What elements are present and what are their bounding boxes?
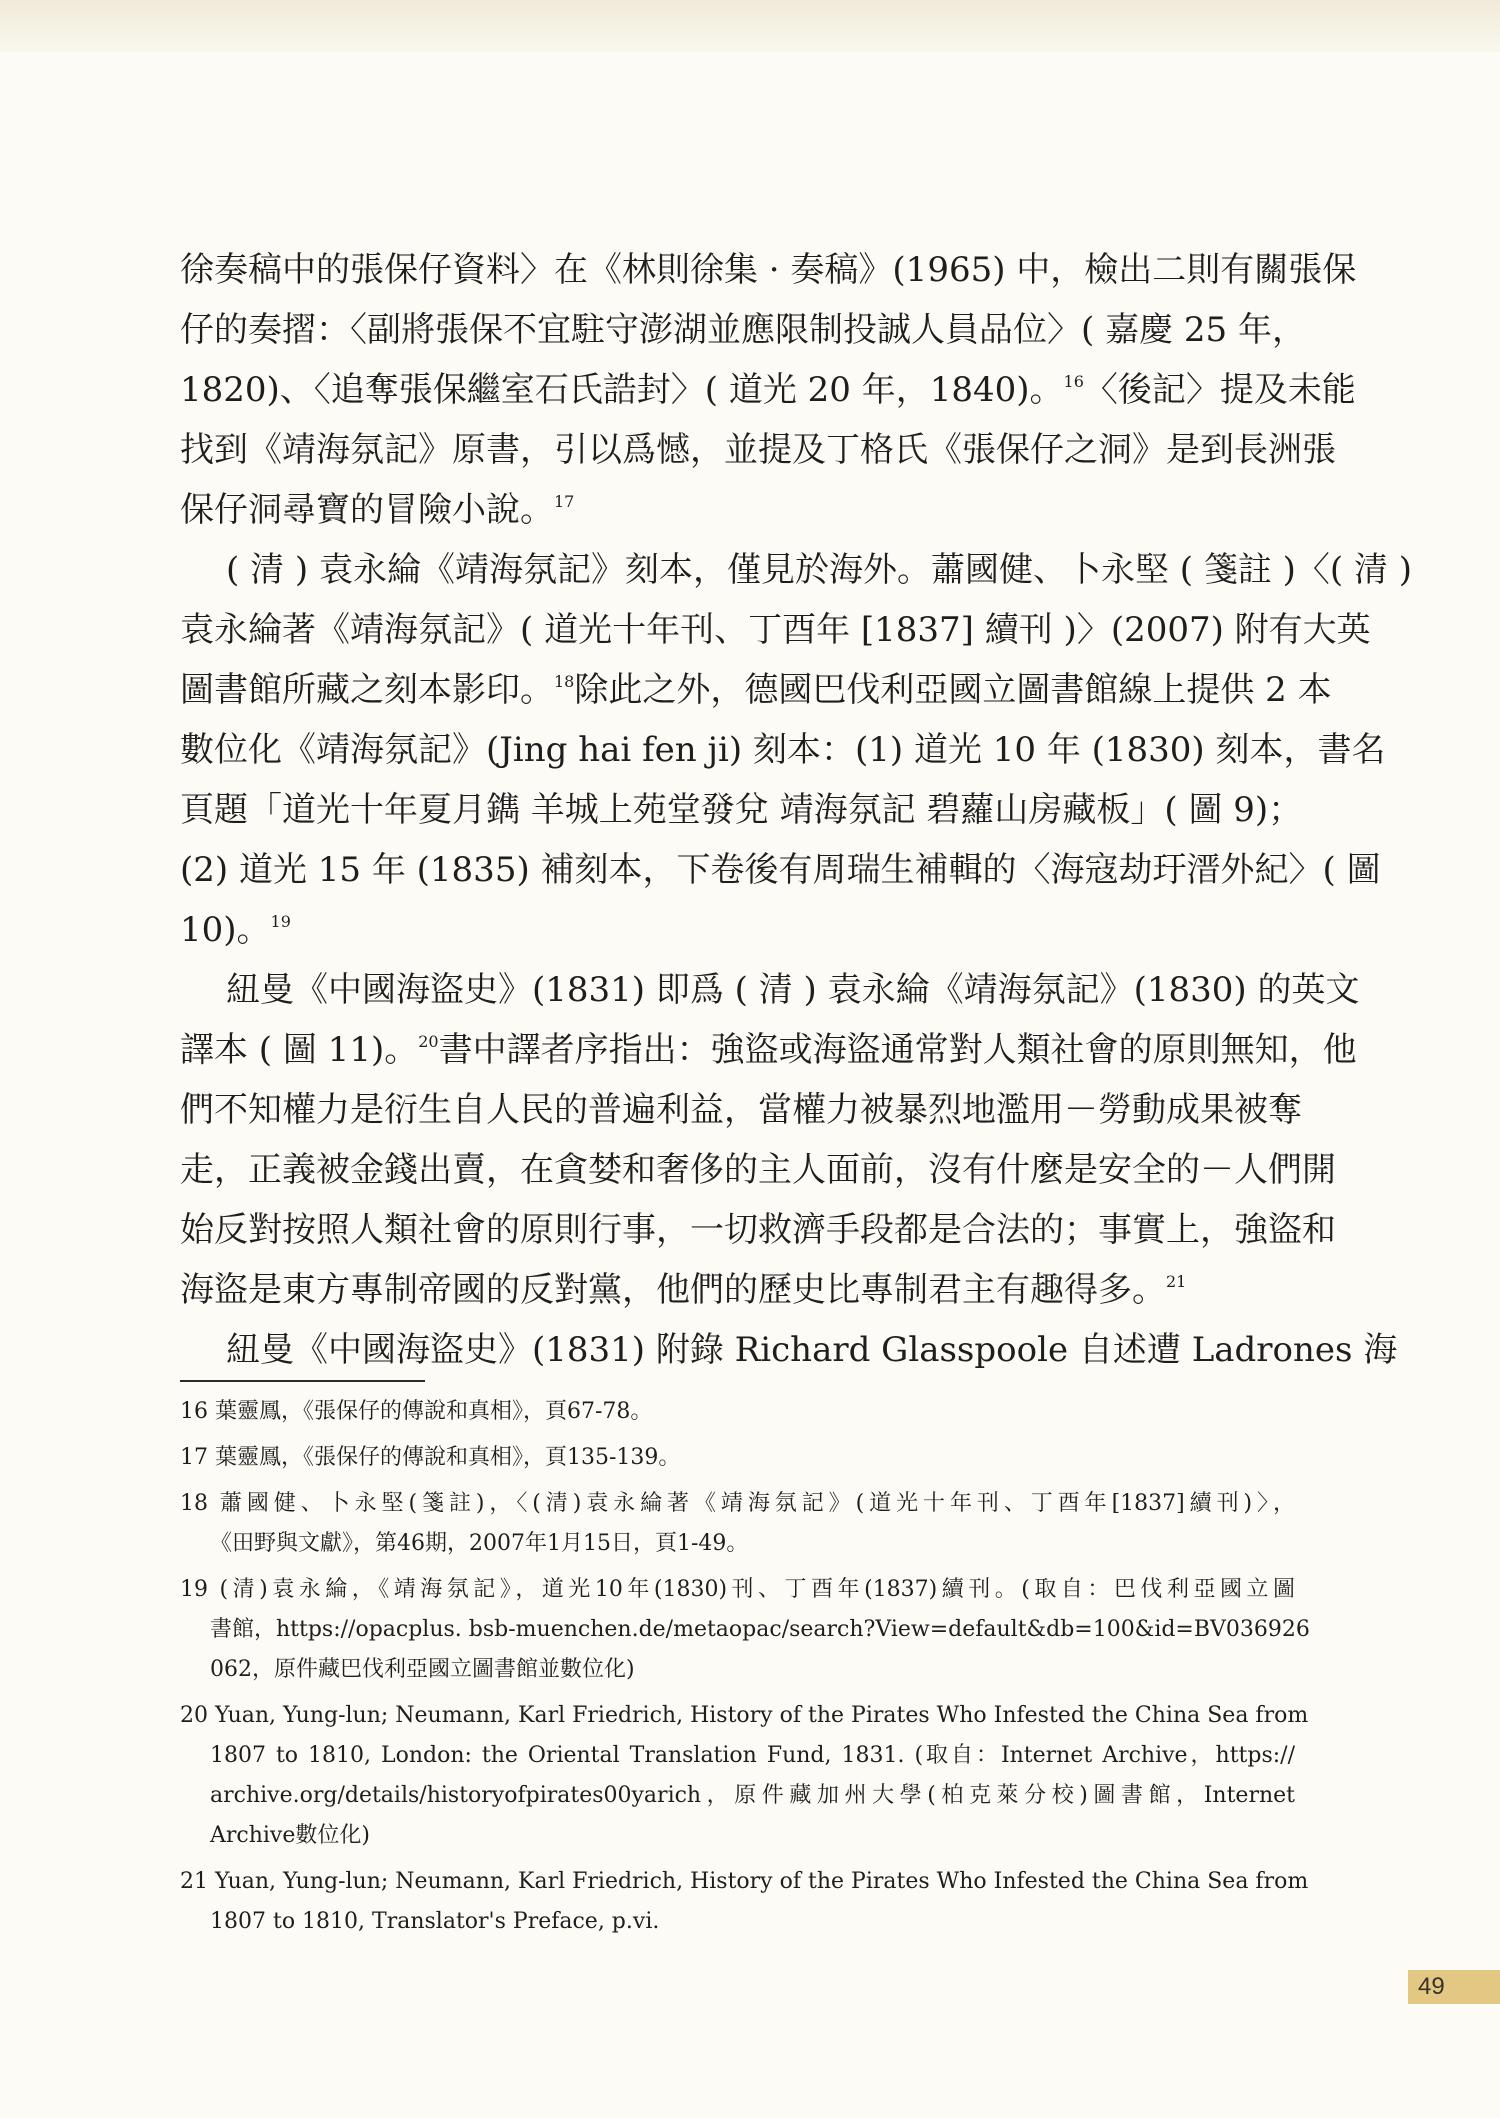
footnote-url-line[interactable]: archive.org/details/historyofpirates00yarich，原件藏加州大學(柏克萊分校)圖書館，Internet xyxy=(210,1783,1295,1808)
body-line: (2) 道光 15 年 (1835) 補刻本，下卷後有周瑞生補輯的〈海寇劫玗溍外紀〉( 圖 xyxy=(180,850,1381,890)
body-line: 海盜是東方專制帝國的反對黨，他們的歷史比專制君主有趣得多。$^{21}$ xyxy=(180,1270,1187,1310)
top-scan-band xyxy=(0,0,1500,52)
footnote-line: 16 葉靈鳳，《張保仔的傳說和真相》，頁67-78。 xyxy=(180,1399,653,1424)
body-line: 頁題「道光十年夏月鐫 羊城上苑堂發兌 靖海氛記 碧蘿山房藏板」( 圖 9)； xyxy=(180,790,1303,830)
footnote-ref[interactable]: 20 xyxy=(418,1032,439,1051)
footnote-line: 20 Yuan, Yung-lun; Neumann, Karl Friedrich, History of the Pirates Who Infested the China Sea from xyxy=(180,1703,1309,1728)
body-line: 們不知權力是衍生自人民的普遍利益，當權力被暴烈地濫用－勞動成果被奪 xyxy=(180,1090,1302,1130)
body-line: 仔的奏摺：〈副將張保不宜駐守澎湖並應限制投誠人員品位〉( 嘉慶 25 年， xyxy=(180,310,1306,350)
body-line: 圖書館所藏之刻本影印。$^{18}$除此之外，德國巴伐利亞國立圖書館線上提供 2 本 xyxy=(180,670,1332,710)
footnote-ref[interactable]: 21 xyxy=(1166,1272,1187,1291)
footnote-line: Archive數位化) xyxy=(210,1823,370,1848)
body-line: 10)。$^{19}$ xyxy=(180,910,291,950)
footnote-line: 《田野與文獻》，第46期，2007年1月15日，頁1-49。 xyxy=(210,1531,749,1556)
body-line: 紐曼《中國海盜史》(1831) 即爲 ( 清 ) 袁永綸《靖海氛記》(1830) 的英文 xyxy=(226,970,1360,1010)
body-line: ( 清 ) 袁永綸《靖海氛記》刻本，僅見於海外。蕭國健、卜永堅 ( 箋註 )〈( 清 ) xyxy=(226,550,1413,590)
body-line: 保仔洞尋寶的冒險小說。$^{17}$ xyxy=(180,490,575,530)
body-line: 找到《靖海氛記》原書，引以爲憾，並提及丁格氏《張保仔之洞》是到長洲張 xyxy=(180,430,1336,470)
footnote-ref[interactable]: 17 xyxy=(554,492,575,511)
body-line: 譯本 ( 圖 11)。$^{20}$書中譯者序指出：強盜或海盜通常對人類社會的原則無知，他 xyxy=(180,1030,1357,1070)
footnote-ref[interactable]: 16 xyxy=(1063,372,1084,391)
footnote-line: 21 Yuan, Yung-lun; Neumann, Karl Friedrich, History of the Pirates Who Infested the China Sea from xyxy=(180,1869,1309,1894)
body-line: 袁永綸著《靖海氛記》( 道光十年刊、丁酉年 [1837] 續刊 )〉(2007) 附有大英 xyxy=(180,610,1371,650)
body-text xyxy=(180,240,1413,1380)
footnote-line: 1807 to 1810, Translator's Preface, p.vi. xyxy=(210,1909,660,1934)
footnotes xyxy=(180,1392,1310,1948)
footnote-url-line[interactable]: 書館，https://opacplus. bsb-muenchen.de/metaopac/search?View=default&db=100&id=BV036926 xyxy=(210,1617,1310,1642)
footnote-rule xyxy=(180,1380,425,1382)
footnote-line: 062，原件藏巴伐利亞國立圖書館並數位化) xyxy=(210,1657,635,1682)
footnote-21 xyxy=(180,1862,1309,1942)
body-line: 數位化《靖海氛記》(Jing hai fen ji) 刻本：(1) 道光 10 年 (1830) 刻本，書名 xyxy=(180,730,1386,770)
footnote-line: 17 葉靈鳳，《張保仔的傳說和真相》，頁135-139。 xyxy=(180,1445,681,1470)
footnote-17 xyxy=(180,1438,1295,1478)
footnote-line: 19 (清)袁永綸，《靖海氛記》，道光10年(1830)刊、丁酉年(1837)續刊。(取自：巴伐利亞國立圖 xyxy=(180,1577,1295,1602)
footnote-18 xyxy=(180,1484,1295,1564)
footnote-16 xyxy=(180,1392,1295,1432)
footnote-ref[interactable]: 19 xyxy=(270,912,291,931)
footnote-ref[interactable]: 18 xyxy=(554,672,575,691)
footnote-line: 1807 to 1810, London: the Oriental Translation Fund, 1831. (取自：Internet Archive，https:// xyxy=(210,1743,1295,1768)
body-line: 徐奏稿中的張保仔資料〉在《林則徐集 · 奏稿》(1965) 中，檢出二則有關張保 xyxy=(180,250,1357,290)
footnote-line: 18 蕭國健、卜永堅(箋註)，〈(清)袁永綸著《靖海氛記》(道光十年刊、丁酉年[1837]續刊)〉， xyxy=(180,1491,1295,1516)
body-line: 1820)、〈追奪張保繼室石氏誥封〉( 道光 20 年，1840)。$^{16}$〈後記〉提及未能 xyxy=(180,370,1356,410)
page-number: 49 xyxy=(1408,1970,1500,2004)
body-line: 走，正義被金錢出賣，在貪婪和奢侈的主人面前，沒有什麼是安全的－人們開 xyxy=(180,1150,1336,1190)
body-line: 紐曼《中國海盜史》(1831) 附錄 Richard Glasspoole 自述遭 Ladrones 海 xyxy=(226,1330,1398,1370)
footnote-20 xyxy=(180,1696,1309,1856)
body-line: 始反對按照人類社會的原則行事，一切救濟手段都是合法的；事實上，強盜和 xyxy=(180,1210,1336,1250)
footnote-19 xyxy=(180,1570,1310,1690)
